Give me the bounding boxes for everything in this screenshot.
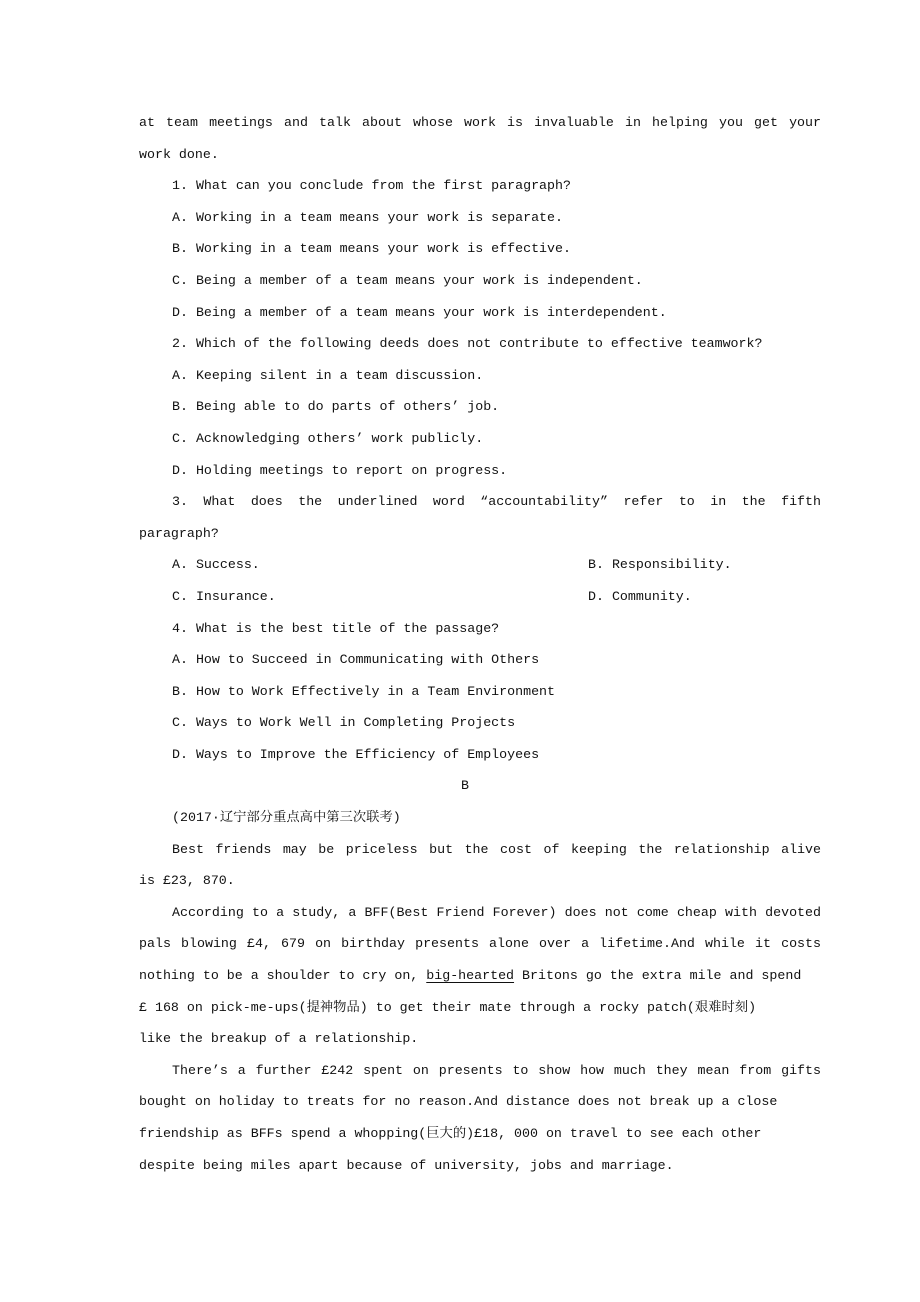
question-3-stem-cont: paragraph? <box>139 525 219 541</box>
paragraph-line: work done. <box>139 146 219 162</box>
paragraph-line: £ 168 on pick-me-ups(提神物品) to get their mate through a rocky patch(艰难时刻) <box>139 999 757 1015</box>
paragraph-line: friendship as BFFs spend a whopping(巨大的)£18, 000 on travel to see each other <box>139 1126 762 1141</box>
section-heading: B <box>461 778 469 794</box>
question-1-stem: 1. What can you conclude from the first paragraph? <box>172 178 571 194</box>
underlined-word: big-hearted <box>426 968 515 984</box>
question-3-option-c: C. Insurance. <box>172 588 276 604</box>
question-1-option-a: A. Working in a team means your work is separate. <box>172 209 563 225</box>
paragraph-line: at team meetings and talk about whose work is invaluable in helping you get your <box>139 115 821 130</box>
question-3-options-row <box>139 581 821 613</box>
question-4-option-a: A. How to Succeed in Communicating with Others <box>172 652 540 668</box>
question-1-option-d: D. Being a member of a team means your work is interdependent. <box>172 304 667 320</box>
question-3-option-a: A. Success. <box>172 557 260 573</box>
paragraph-line: There’s a further £242 spent on presents to show how much they mean from gifts <box>172 1062 821 1078</box>
paragraph-line: despite being miles apart because of university, jobs and marriage. <box>139 1157 674 1173</box>
question-2-option-a: A. Keeping silent in a team discussion. <box>172 367 484 383</box>
source-note: (2017·辽宁部分重点高中第三次联考) <box>172 810 401 826</box>
question-2-stem: 2. Which of the following deeds does not contribute to effective teamwork? <box>172 336 763 352</box>
paragraph-line: like the breakup of a relationship. <box>139 1031 419 1047</box>
paragraph-line <box>139 960 821 992</box>
question-3-stem: 3. What does the underlined word “accountability” refer to in the fifth <box>172 494 821 510</box>
question-4-option-d: D. Ways to Improve the Efficiency of Employees <box>172 746 540 762</box>
text-span: nothing to be a shoulder to cry on, <box>139 968 427 984</box>
question-3-option-b: B. Responsibility. <box>588 557 732 573</box>
document-page <box>139 107 821 1181</box>
question-1-option-b: B. Working in a team means your work is effective. <box>172 241 571 257</box>
question-3-options-row <box>139 549 821 581</box>
paragraph-line: is £23, 870. <box>139 873 235 889</box>
question-4-option-c: C. Ways to Work Well in Completing Projects <box>172 715 516 731</box>
question-2-option-b: B. Being able to do parts of others’ job. <box>172 399 500 415</box>
question-1-option-c: C. Being a member of a team means your work is independent. <box>172 272 643 288</box>
paragraph-line: Best friends may be priceless but the cost of keeping the relationship alive <box>172 841 821 857</box>
paragraph-line: bought on holiday to treats for no reason.And distance does not break up a close <box>139 1094 778 1110</box>
question-4-option-b: B. How to Work Effectively in a Team Environment <box>172 683 556 699</box>
text-span: Britons go the extra mile and spend <box>514 968 802 984</box>
question-3-option-d: D. Community. <box>588 588 692 604</box>
paragraph-line: According to a study, a BFF(Best Friend Forever) does not come cheap with devoted <box>172 904 821 920</box>
question-2-option-c: C. Acknowledging others’ work publicly. <box>172 430 484 446</box>
paragraph-line: pals blowing £4, 679 on birthday presents alone over a lifetime.And while it costs <box>139 936 821 952</box>
question-2-option-d: D. Holding meetings to report on progress. <box>172 462 508 478</box>
question-4-stem: 4. What is the best title of the passage? <box>172 620 500 636</box>
